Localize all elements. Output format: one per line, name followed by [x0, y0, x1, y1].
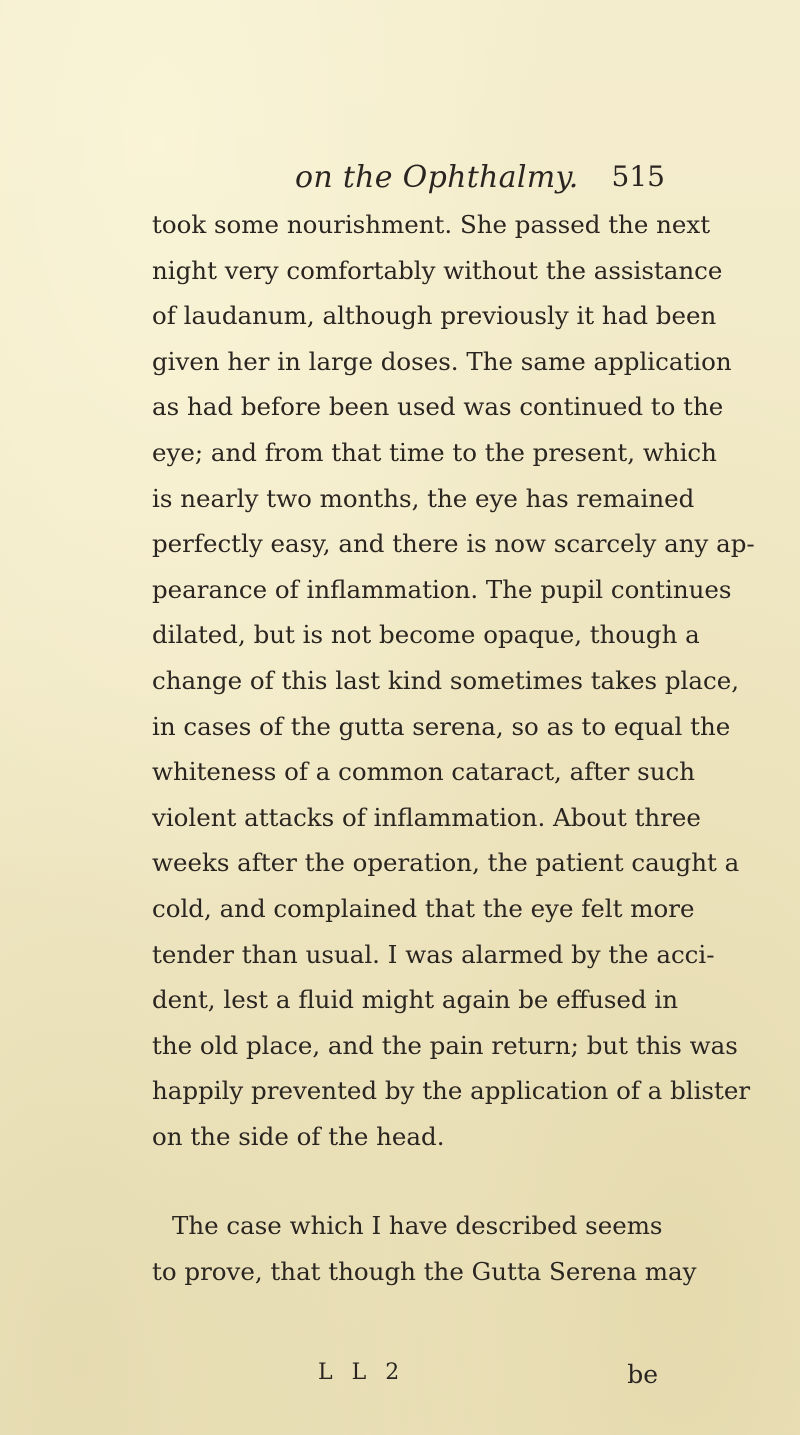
text-line: of laudanum, although previously it had been	[152, 301, 717, 331]
text-line: change of this last kind sometimes takes place,	[152, 665, 739, 695]
page-footer	[318, 1360, 658, 1400]
text-line: dent, lest a fluid might again be effused in	[152, 985, 679, 1015]
paragraph-gap	[152, 1159, 652, 1203]
text-line: weeks after the operation, the patient caught a	[152, 848, 740, 878]
paragraph-1	[152, 202, 755, 1159]
text-line: cold, and complained that the eye felt more	[152, 893, 695, 923]
text-line: in cases of the gutta serena, so as to equal the	[152, 711, 731, 741]
text-line: tender than usual. I was alarmed by the acci-	[152, 939, 715, 969]
text-line: to prove, that though the Gutta Serena may	[152, 1257, 697, 1287]
text-line: night very comfortably without the assistance	[152, 255, 723, 285]
text-line: the old place, and the pain return; but this was	[152, 1030, 738, 1060]
page-number: 515	[611, 160, 665, 193]
text-line: happily prevented by the application of a blister	[152, 1076, 751, 1106]
text-line: on the side of the head.	[152, 1121, 445, 1151]
text-line: perfectly easy, and there is now scarcely any ap-	[152, 529, 755, 559]
text-line: pearance of inflammation. The pupil continues	[152, 574, 732, 604]
text-line: given her in large doses. The same application	[152, 346, 732, 376]
text-line: The case which I have described seems	[172, 1211, 663, 1241]
paragraph-2	[152, 1203, 697, 1294]
catchword: be	[627, 1360, 658, 1389]
text-line: whiteness of a common cataract, after such	[152, 757, 696, 787]
running-title: on the Ophthalmy.	[295, 160, 579, 195]
text-line: dilated, but is not become opaque, though a	[152, 620, 700, 650]
text-line: as had before been used was continued to the	[152, 392, 724, 422]
signature-mark: L L 2	[318, 1360, 406, 1385]
text-line: is nearly two months, the eye has remained	[152, 483, 695, 513]
text-line: violent attacks of inflammation. About three	[152, 802, 701, 832]
text-line: took some nourishment. She passed the next	[152, 210, 711, 239]
page-header	[295, 160, 665, 204]
body-text	[152, 202, 755, 1295]
text-line: eye; and from that time to the present, which	[152, 437, 717, 467]
